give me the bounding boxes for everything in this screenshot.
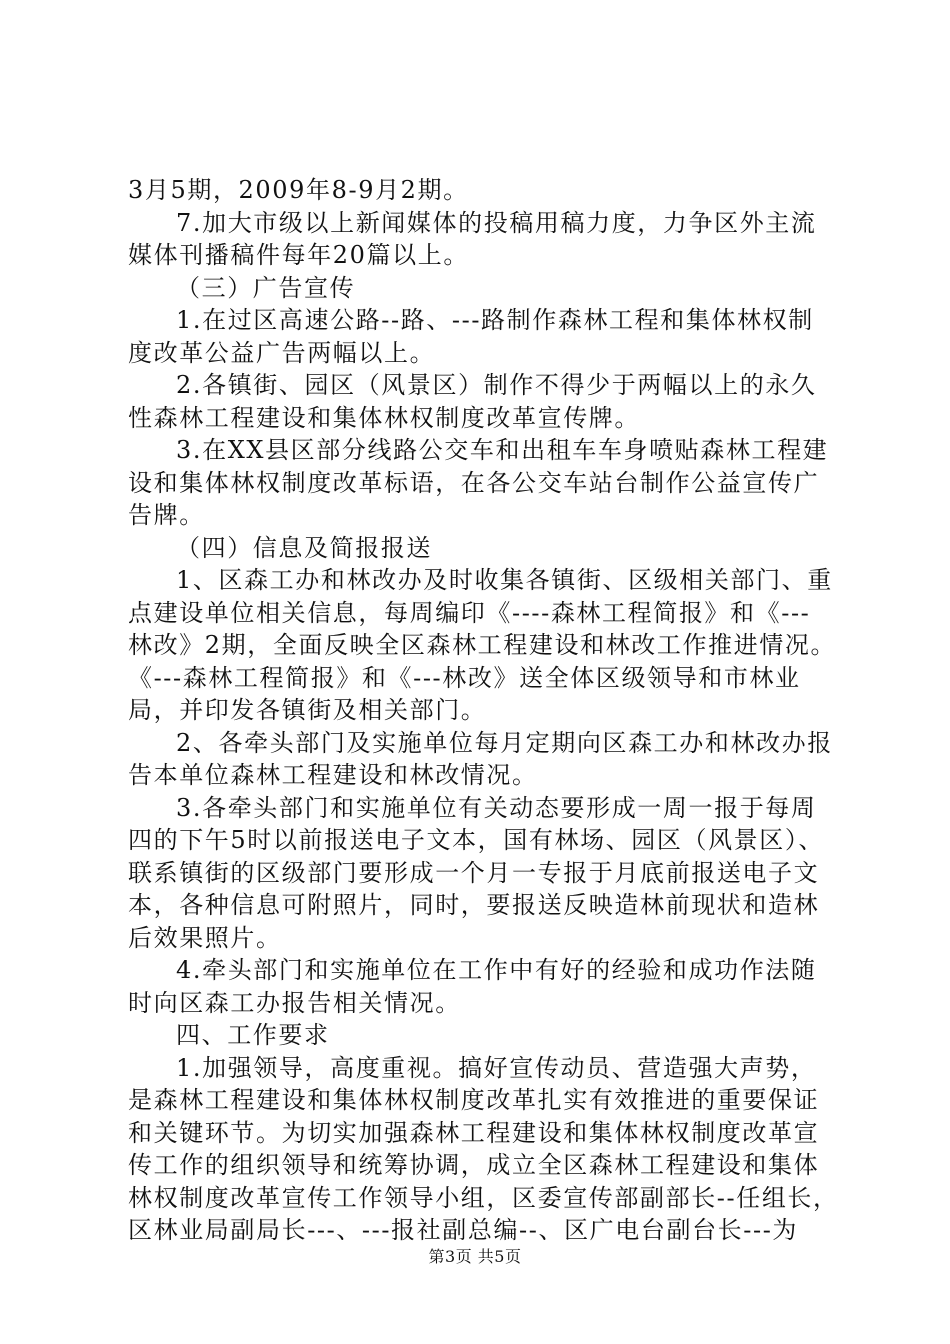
text-line: 是森林工程建设和集体林权制度改革扎实有效推进的重要保证 — [128, 1086, 820, 1114]
text-line: 和关键环节。为切实加强森林工程建设和集体林权制度改革宣 — [128, 1118, 820, 1147]
text-line: 林改》2期，全面反映全区森林工程建设和林改工作推进情况。 — [128, 631, 837, 659]
text-line: 设和集体林权制度改革标语，在各公交车站台制作公益宣传广 — [128, 468, 820, 497]
document-body — [128, 174, 839, 1247]
text-line: 媒体刊播稿件每年20篇以上。 — [128, 241, 469, 269]
text-line: 四的下午5时以前报送电子文本，国有林场、园区（风景区）、 — [128, 826, 825, 854]
text-line: 告牌。 — [128, 501, 205, 529]
text-line: 性森林工程建设和集体林权制度改革宣传牌。 — [128, 403, 640, 432]
text-line: （四）信息及简报报送 — [176, 533, 432, 562]
text-line: 后效果照片。 — [128, 923, 282, 952]
text-line: 度改革公益广告两幅以上。 — [128, 338, 436, 367]
text-line: 7.加大市级以上新闻媒体的投稿用稿力度，力争区外主流 — [176, 208, 817, 237]
text-line: 四、工作要求 — [176, 1021, 330, 1049]
text-line: 2、各牵头部门及实施单位每月定期向区森工办和林改办报 — [176, 728, 833, 757]
text-line: 3.在XX县区部分线路公交车和出租车车身喷贴森林工程建 — [176, 436, 829, 464]
text-line: 局，并印发各镇街及相关部门。 — [128, 696, 487, 724]
text-line: 时向区森工办报告相关情况。 — [128, 988, 461, 1017]
text-line: 传工作的组织领导和统筹协调，成立全区森林工程建设和集体 — [128, 1151, 820, 1179]
text-line: 1.在过区高速公路--路、---路制作森林工程和集体林权制 — [176, 306, 814, 334]
text-line: 1.加强领导，高度重视。搞好宣传动员、营造强大声势， — [176, 1053, 817, 1082]
text-line: 3月5期，2009年8-9月2期。 — [128, 176, 469, 204]
text-line: 联系镇街的区级部门要形成一个月一专报于月底前报送电子文 — [128, 858, 820, 887]
text-line: 告本单位森林工程建设和林改情况。 — [128, 761, 538, 789]
text-line: 点建设单位相关信息，每周编印《----森林工程简报》和《--- — [128, 598, 811, 627]
text-line: 3.各牵头部门和实施单位有关动态要形成一周一报于每周 — [176, 793, 817, 822]
text-line: 《---森林工程简报》和《---林改》送全体区级领导和市林业 — [128, 663, 801, 692]
text-line: 区林业局副局长---、---报社副总编--、区广电台副台长---为 — [128, 1216, 799, 1244]
text-line: 本，各种信息可附照片，同时，要报送反映造林前现状和造林 — [128, 891, 820, 919]
text-line: 2.各镇街、园区（风景区）制作不得少于两幅以上的永久 — [176, 371, 817, 399]
text-line: 1、区森工办和林改办及时收集各镇街、区级相关部门、重 — [176, 566, 833, 594]
text-line: 4.牵头部门和实施单位在工作中有好的经验和成功作法随 — [176, 956, 817, 984]
text-line: 林权制度改革宣传工作领导小组，区委宣传部副部长--任组长， — [128, 1183, 839, 1212]
page-footer: 第3页 共5页 — [428, 1247, 522, 1266]
text-line: （三）广告宣传 — [176, 273, 356, 302]
